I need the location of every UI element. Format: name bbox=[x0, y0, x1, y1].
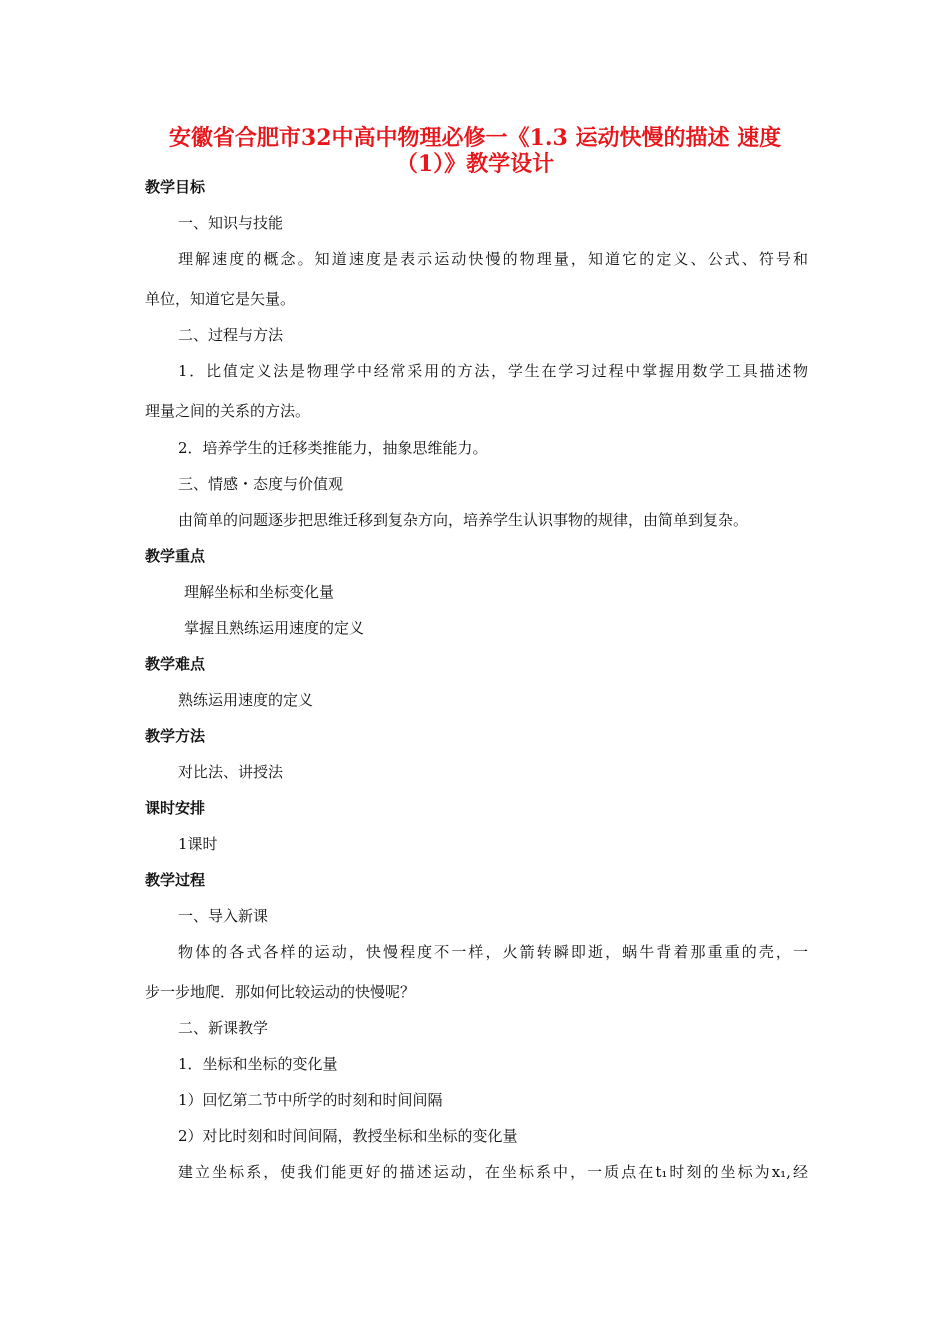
paragraph-process-1b: 理量之间的关系的方法。 bbox=[145, 402, 311, 420]
subheading-process: 二、过程与方法 bbox=[178, 326, 284, 344]
new-lesson-item-1-1: 1）回忆第二节中所学的时刻和时间间隔 bbox=[178, 1091, 443, 1109]
heading-schedule: 课时安排 bbox=[145, 799, 206, 817]
subheading-emotion: 三、情感・态度与价值观 bbox=[178, 475, 344, 493]
new-lesson-item-1: 1．坐标和坐标的变化量 bbox=[178, 1055, 338, 1073]
paragraph-intro-1b: 步一步地爬．那如何比较运动的快慢呢？ bbox=[145, 983, 416, 1001]
paragraph-new-lesson-last: 建立坐标系，使我们能更好的描述运动，在坐标系中，一质点在t₁时刻的坐标为x₁,经 bbox=[178, 1163, 808, 1181]
paragraph-knowledge-1a: 理解速度的概念。知道速度是表示运动快慢的物理量，知道它的定义、公式、符号和 bbox=[178, 250, 808, 268]
paragraph-process-1a: 1．比值定义法是物理学中经常采用的方法，学生在学习过程中掌握用数学工具描述物 bbox=[178, 362, 808, 380]
heading-teaching-process: 教学过程 bbox=[145, 871, 206, 889]
paragraph-intro-1a: 物体的各式各样的运动，快慢程度不一样，火箭转瞬即逝，蜗牛背着那重重的壳，一 bbox=[178, 943, 808, 961]
paragraph-emotion-1: 由简单的问题逐步把思维迁移到复杂方向，培养学生认识事物的规律，由简单到复杂。 bbox=[178, 511, 749, 529]
heading-key-points: 教学重点 bbox=[145, 547, 206, 565]
teaching-method-1: 对比法、讲授法 bbox=[178, 763, 284, 781]
paragraph-process-2: 2．培养学生的迁移类推能力，抽象思维能力。 bbox=[178, 439, 488, 457]
subheading-intro: 一、导入新课 bbox=[178, 907, 269, 925]
key-point-2: 掌握且熟练运用速度的定义 bbox=[184, 619, 365, 637]
heading-objectives: 教学目标 bbox=[145, 178, 206, 196]
document-title-line-1: 安徽省合肥市32中高中物理必修一《1.3 运动快慢的描述 速度 bbox=[168, 125, 782, 151]
new-lesson-item-1-2: 2）对比时刻和时间间隔，教授坐标和坐标的变化量 bbox=[178, 1127, 518, 1145]
paragraph-knowledge-1b: 单位，知道它是矢量。 bbox=[145, 290, 296, 308]
heading-difficult-points: 教学难点 bbox=[145, 655, 206, 673]
key-point-1: 理解坐标和坐标变化量 bbox=[184, 583, 335, 601]
subheading-knowledge: 一、知识与技能 bbox=[178, 214, 284, 232]
heading-teaching-method: 教学方法 bbox=[145, 727, 206, 745]
schedule-1: 1课时 bbox=[178, 835, 218, 853]
subheading-new-lesson: 二、新课教学 bbox=[178, 1019, 269, 1037]
difficult-point-1: 熟练运用速度的定义 bbox=[178, 691, 314, 709]
document-title-line-2: （1）》教学设计 bbox=[395, 151, 555, 177]
